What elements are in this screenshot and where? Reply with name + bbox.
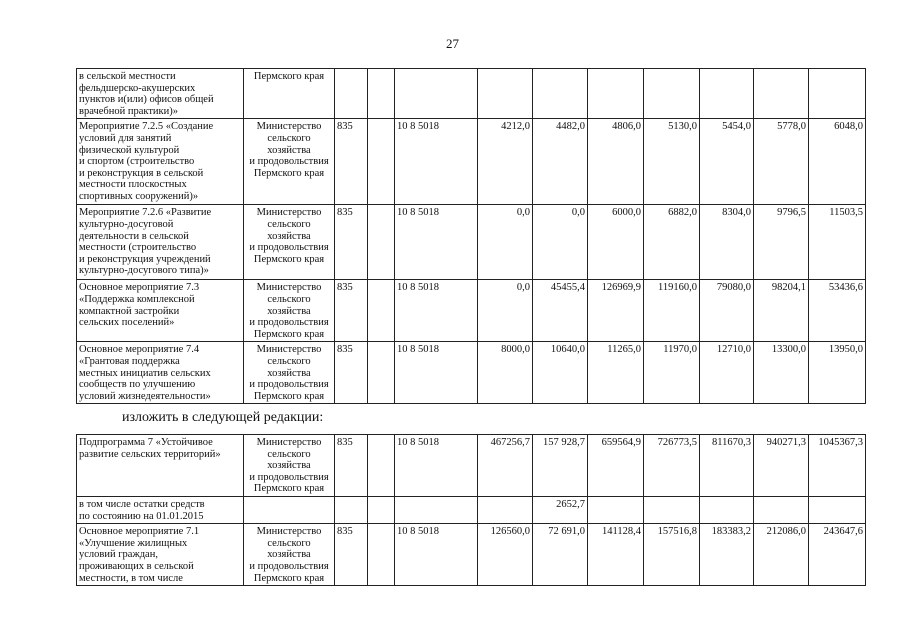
csr-code-cell: 10 8 5018 <box>395 435 478 497</box>
cell-line: фельдшерско-акушерских <box>79 82 196 94</box>
cell-line: сельского <box>267 218 311 230</box>
table-row <box>77 342 866 404</box>
empty-cell <box>368 119 395 205</box>
amount-cell <box>754 69 809 119</box>
amount-cell: 79080,0 <box>700 280 754 342</box>
cell-line: «Поддержка комплексной <box>79 293 195 305</box>
csr-code-cell: 10 8 5018 <box>395 280 478 342</box>
cell-line: Министерство <box>256 282 322 294</box>
empty-cell <box>368 205 395 280</box>
amount-cell: 212086,0 <box>754 524 809 586</box>
amount-cell: 6048,0 <box>809 119 866 205</box>
amount-cell: 4212,0 <box>478 119 533 205</box>
page-number: 27 <box>446 36 459 51</box>
cell-line: и продовольствия <box>249 317 329 329</box>
cell-line: хозяйства <box>267 460 311 472</box>
amount-cell: 53436,6 <box>809 280 866 342</box>
amount-cell: 0,0 <box>533 205 588 280</box>
cell-line: сельского <box>267 132 311 144</box>
cell-line: хозяйства <box>267 549 311 561</box>
cell-line: сельского <box>267 355 311 367</box>
cell-line: в том числе остатки средств <box>79 499 205 510</box>
cell-line: Министерство <box>256 437 322 448</box>
cell-line: сообществ по улучшению <box>79 379 196 391</box>
amount-cell: 5778,0 <box>754 119 809 205</box>
amount-cell: 659564,9 <box>588 435 644 497</box>
amount-cell: 98204,1 <box>754 280 809 342</box>
activity-cell <box>77 524 244 586</box>
cell-line: местности плоскостных <box>79 179 187 191</box>
csr-code-cell: 10 8 5018 <box>395 524 478 586</box>
amount-cell <box>700 69 754 119</box>
amount-cell <box>809 69 866 119</box>
amount-cell: 157 928,7 <box>533 435 588 497</box>
cell-line: хозяйства <box>267 144 311 156</box>
table-row <box>77 280 866 342</box>
cell-line: в сельской местности <box>79 71 176 82</box>
cell-line: условий жизнедеятельности» <box>79 390 211 402</box>
amount-cell: 119160,0 <box>644 280 700 342</box>
amount-cell <box>809 497 866 524</box>
grbs-code-cell <box>335 497 368 524</box>
cell-line: врачебной практики)» <box>79 105 179 117</box>
amount-cell <box>700 497 754 524</box>
cell-line: Пермского края <box>253 167 325 179</box>
empty-cell <box>368 280 395 342</box>
cell-line: и продовольствия <box>249 156 329 168</box>
cell-line: «Грантовая поддержка <box>79 355 180 367</box>
grbs-code-cell <box>335 69 368 119</box>
table-row <box>77 119 866 205</box>
table-row <box>77 69 866 119</box>
cell-line: культурно-досуговой <box>79 218 174 230</box>
cell-line: культурно-досугового типа)» <box>79 265 209 277</box>
amount-cell <box>588 497 644 524</box>
activity-cell <box>77 497 244 524</box>
program-table-new <box>76 434 866 586</box>
csr-code-cell: 10 8 5018 <box>395 205 478 280</box>
cell-line: Пермского края <box>253 483 325 495</box>
amount-cell: 13950,0 <box>809 342 866 404</box>
amount-cell: 10640,0 <box>533 342 588 404</box>
cell-line: Министерство <box>256 526 322 538</box>
grbs-code-cell: 835 <box>335 280 368 342</box>
cell-line: и продовольствия <box>249 471 329 483</box>
grbs-code-cell: 835 <box>335 119 368 205</box>
grbs-code-cell: 835 <box>335 435 368 497</box>
executor-cell <box>244 205 335 280</box>
amount-cell: 72 691,0 <box>533 524 588 586</box>
cell-line: сельского <box>267 293 311 305</box>
amount-cell: 0,0 <box>478 280 533 342</box>
cell-line: Основное мероприятие 7.3 <box>79 282 200 294</box>
cell-line: Основное мероприятие 7.4 <box>79 344 200 356</box>
activity-cell <box>77 119 244 205</box>
amount-cell: 12710,0 <box>700 342 754 404</box>
amount-cell: 126560,0 <box>478 524 533 586</box>
amount-cell: 2652,7 <box>533 497 588 524</box>
cell-line: «Улучшение жилищных <box>79 537 188 549</box>
amount-cell: 1045367,3 <box>809 435 866 497</box>
amount-cell: 183383,2 <box>700 524 754 586</box>
cell-line: проживающих в сельской <box>79 560 194 572</box>
activity-cell <box>77 435 244 497</box>
cell-line: Основное мероприятие 7.1 <box>79 526 200 538</box>
activity-cell <box>77 205 244 280</box>
amount-cell: 11503,5 <box>809 205 866 280</box>
amount-cell: 126969,9 <box>588 280 644 342</box>
amount-cell: 141128,4 <box>588 524 644 586</box>
empty-cell <box>368 435 395 497</box>
cell-line: и продовольствия <box>249 379 329 391</box>
csr-code-cell <box>395 69 478 119</box>
cell-line: Пермского края <box>253 390 325 402</box>
cell-line: деятельности в сельской <box>79 230 189 242</box>
amount-cell: 45455,4 <box>533 280 588 342</box>
table-row <box>77 205 866 280</box>
amount-cell: 6000,0 <box>588 205 644 280</box>
cell-line: Подпрограмма 7 «Устойчивое <box>79 437 213 448</box>
empty-cell <box>368 524 395 586</box>
cell-line: сельского <box>267 537 311 549</box>
grbs-code-cell: 835 <box>335 205 368 280</box>
empty-cell <box>368 497 395 524</box>
amount-cell: 811670,3 <box>700 435 754 497</box>
executor-cell <box>244 280 335 342</box>
amount-cell: 5454,0 <box>700 119 754 205</box>
cell-line: хозяйства <box>267 230 311 242</box>
cell-line: и продовольствия <box>249 560 329 572</box>
amount-cell: 4806,0 <box>588 119 644 205</box>
csr-code-cell: 10 8 5018 <box>395 342 478 404</box>
cell-line: и продовольствия <box>249 242 329 254</box>
amount-cell: 8000,0 <box>478 342 533 404</box>
amount-cell <box>754 497 809 524</box>
cell-line: компактной застройки <box>79 305 180 317</box>
cell-line: и реконструкция учреждений <box>79 253 211 265</box>
cell-line: Министерство <box>256 207 322 219</box>
executor-cell <box>244 524 335 586</box>
amount-cell: 11265,0 <box>588 342 644 404</box>
cell-line: условий для занятий <box>79 132 172 144</box>
amount-cell: 467256,7 <box>478 435 533 497</box>
amount-cell: 8304,0 <box>700 205 754 280</box>
cell-line: Пермского края <box>253 253 325 265</box>
csr-code-cell <box>395 497 478 524</box>
activity-cell <box>77 280 244 342</box>
cell-line: Пермского края <box>253 328 325 340</box>
amount-cell: 6882,0 <box>644 205 700 280</box>
amount-cell: 4482,0 <box>533 119 588 205</box>
grbs-code-cell: 835 <box>335 524 368 586</box>
cell-line: Министерство <box>256 344 322 356</box>
amount-cell: 726773,5 <box>644 435 700 497</box>
amount-cell <box>533 69 588 119</box>
table-row <box>77 435 866 497</box>
activity-cell <box>77 69 244 119</box>
cell-line: местности (строительство <box>79 242 197 254</box>
executor-cell <box>244 119 335 205</box>
cell-line: Министерство <box>256 121 322 133</box>
cell-line: и реконструкция в сельской <box>79 167 204 179</box>
cell-line: пунктов и(или) офисов общей <box>79 94 214 106</box>
executor-cell <box>244 342 335 404</box>
executor-cell <box>244 69 335 119</box>
amount-cell: 5130,0 <box>644 119 700 205</box>
cell-line: местных инициатив сельских <box>79 367 211 379</box>
cell-line: хозяйства <box>267 305 311 317</box>
cell-line: развитие сельских территорий» <box>79 448 221 460</box>
table-row <box>77 497 866 524</box>
grbs-code-cell: 835 <box>335 342 368 404</box>
cell-line: Пермского края <box>253 572 325 584</box>
program-table-old <box>76 68 866 404</box>
cell-line: и спортом (строительство <box>79 156 195 168</box>
csr-code-cell: 10 8 5018 <box>395 119 478 205</box>
activity-cell <box>77 342 244 404</box>
cell-line: условий граждан, <box>79 549 158 561</box>
executor-cell <box>244 435 335 497</box>
empty-cell <box>368 69 395 119</box>
amount-cell: 9796,5 <box>754 205 809 280</box>
amount-cell <box>644 497 700 524</box>
cell-line: физической культурой <box>79 144 180 156</box>
amount-cell <box>644 69 700 119</box>
cell-line: сельских поселений» <box>79 317 175 329</box>
amount-cell: 243647,6 <box>809 524 866 586</box>
amount-cell: 13300,0 <box>754 342 809 404</box>
empty-cell <box>368 342 395 404</box>
amount-cell <box>478 69 533 119</box>
table-row <box>77 524 866 586</box>
cell-line: Пермского края <box>253 71 325 82</box>
amount-cell <box>478 497 533 524</box>
cell-line: спортивных сооружений)» <box>79 190 199 202</box>
amount-cell: 11970,0 <box>644 342 700 404</box>
amount-cell <box>588 69 644 119</box>
amount-cell: 0,0 <box>478 205 533 280</box>
intro-phrase: изложить в следующей редакции: <box>122 410 324 425</box>
executor-cell <box>244 497 335 524</box>
cell-line: Мероприятие 7.2.5 «Создание <box>79 121 214 133</box>
amount-cell: 940271,3 <box>754 435 809 497</box>
cell-line: по состоянию на 01.01.2015 <box>79 510 204 522</box>
amount-cell: 157516,8 <box>644 524 700 586</box>
cell-line: хозяйства <box>267 367 311 379</box>
cell-line: сельского <box>267 448 311 460</box>
cell-line: Мероприятие 7.2.6 «Развитие <box>79 207 212 219</box>
cell-line: местности, в том числе <box>79 572 183 584</box>
